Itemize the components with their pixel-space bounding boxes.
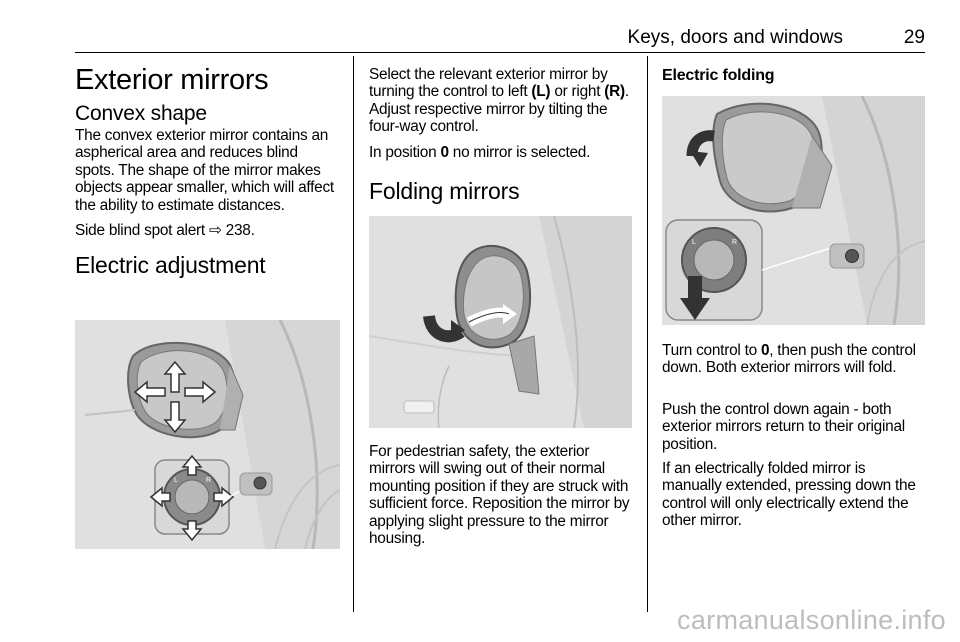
electric-folding-figure [662,96,925,325]
push-again-text: Push the control down again - both exterior mirrors return to their original position. [662,401,905,453]
watermark: carmanualsonline.info [677,605,946,635]
page-heading: Exterior mirrors [75,64,269,96]
mirror-fold-control-illustration [662,96,925,325]
header-rule [75,52,925,53]
folding-mirrors-figure [369,216,632,428]
mirror-adjust-illustration [75,320,340,549]
page-header [75,26,925,50]
turn-position-zero-label: 0 [760,342,770,359]
column-3 [662,60,927,530]
electric-adjustment-heading: Electric adjustment [75,252,266,279]
electric-adjustment-figure [75,320,340,549]
column-divider-1 [353,56,354,612]
pedestrian-safety-text: For pedestrian safety, the exterior mirrors will swing out of their normal mounting position if they are struck with sufficient force. Reposition the mirror by applying slight pressure to the mirror housing. [369,443,630,548]
position-zero-text: In position 0 no mirror is selected. [369,143,591,161]
page-number: 29 [903,27,925,48]
position-zero-label: 0 [440,143,449,161]
electric-folding-heading: Electric folding [662,67,775,84]
fold-knob-right-label: R [732,239,738,246]
left-control-label: (L) [531,83,551,101]
folding-mirrors-heading: Folding mirrors [369,178,520,205]
convex-shape-text: The convex exterior mirror contains an aspherical area and reduces blind spots. The shape of the mirror makes objects appear smaller, which will affect the ability to estimate distances. [75,127,334,214]
knob-left-label: L [174,477,178,484]
right-control-label: (R) [604,83,625,101]
side-blind-spot-ref: Side blind spot alert ⇨ 238. [75,222,255,240]
mirror-folding-illustration [369,216,632,428]
column-divider-2 [647,56,648,612]
knob-right-label: R [206,477,212,484]
column-1 [75,60,340,484]
convex-shape-heading: Convex shape [75,102,207,125]
select-mirror-text: Select the relevant exterior mirror by turning the control to left (L) or right (R). Adjust respective mirror by tilting the four-way control. [369,66,629,136]
fold-knob-left-label: L [692,239,696,246]
turn-control-text: Turn control to 0, then push the control down. Both exterior mirrors will fold. [662,342,916,377]
manual-extend-text: If an electrically folded mirror is manually extended, pressing down the control will only electrically extend the other mirror. [662,460,916,530]
page-ref-arrow-icon: ⇨ [208,222,222,240]
column-2 [369,60,634,548]
section-title: Keys, doors and windows [627,27,843,48]
